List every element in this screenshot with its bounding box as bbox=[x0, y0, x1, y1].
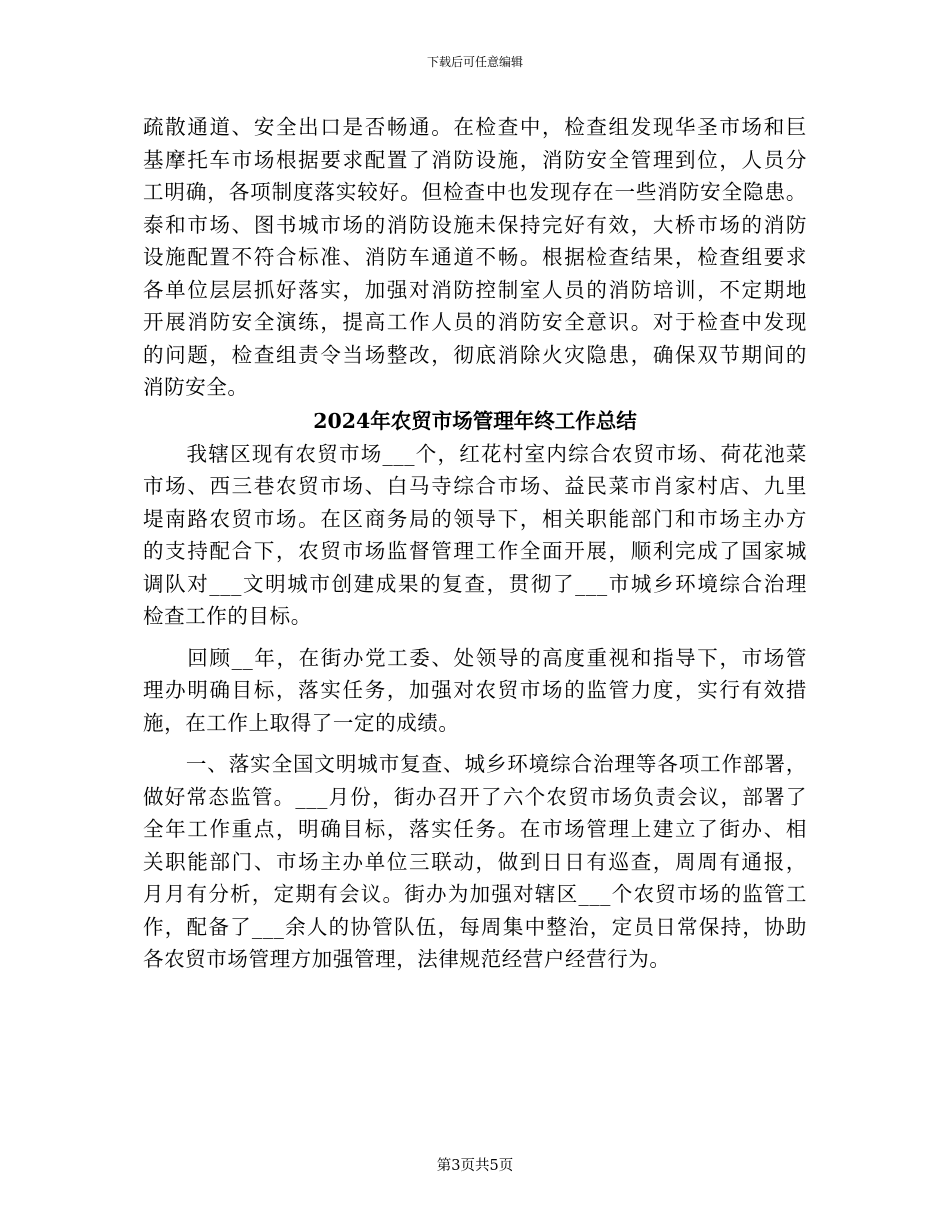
text-line: 回顾__年，在街办党工委、处领导的高度重视和指导下，市场管 bbox=[143, 645, 807, 670]
text-line: 调队对___文明城市创建成果的复查，贯彻了___市城乡环境综合治理 bbox=[143, 571, 807, 596]
text-line: 开展消防安全演练，提高工作人员的消防安全意识。对于检查中发现 bbox=[143, 310, 807, 334]
text-line: 理办明确目标，落实任务，加强对农贸市场的监管力度，实行有效措 bbox=[143, 678, 807, 702]
paragraph-2 bbox=[143, 438, 807, 633]
text-line: 施，在工作上取得了一定的成绩。 bbox=[143, 710, 460, 735]
text-line: 泰和市场、图书城市场的消防设施未保持完好有效，大桥市场的消防 bbox=[143, 212, 807, 237]
document-body bbox=[143, 111, 807, 976]
text-line: 堤南路农贸市场。在区商务局的领导下，相关职能部门和市场主办方 bbox=[143, 506, 807, 531]
text-line: 基摩托车市场根据要求配置了消防设施，消防安全管理到位，人员分 bbox=[143, 147, 807, 172]
paragraph-4 bbox=[143, 748, 807, 976]
text-line: 消防安全。 bbox=[143, 375, 249, 399]
text-line: 做好常态监管。___月份，街办召开了六个农贸市场负责会议，部署了 bbox=[143, 784, 807, 809]
text-line: 疏散通道、安全出口是否畅通。在检查中，检查组发现华圣市场和巨 bbox=[143, 115, 807, 139]
paragraph-1 bbox=[143, 111, 807, 404]
text-line: 月月有分析，定期有会议。街办为加强对辖区___个农贸市场的监管工 bbox=[143, 882, 807, 906]
text-line: 全年工作重点，明确目标，落实任务。在市场管理上建立了街办、相 bbox=[143, 817, 807, 841]
page-header: 下载后可任意编辑 bbox=[426, 55, 523, 69]
text-line: 作，配备了___余人的协管队伍，每周集中整治，定员日常保持，协助 bbox=[143, 914, 807, 939]
text-line: 一、落实全国文明城市复查、城乡环境综合治理等各项工作部署， bbox=[143, 752, 807, 776]
text-line: 我辖区现有农贸市场___个，红花村室内综合农贸市场、荷花池菜 bbox=[143, 441, 807, 466]
text-line: 的问题，检查组责令当场整改，彻底消除火灾隐患，确保双节期间的 bbox=[143, 342, 807, 367]
page-footer: 第3页共5页 bbox=[436, 1158, 514, 1174]
text-line: 各单位层层抓好落实，加强对消防控制室人员的消防培训，不定期地 bbox=[143, 277, 807, 302]
section-title: 2024年农贸市场管理年终工作总结 bbox=[313, 408, 637, 433]
text-line: 设施配置不符合标准、消防车通道不畅。根据检查结果，检查组要求 bbox=[143, 245, 807, 269]
text-line: 市场、西三巷农贸市场、白马寺综合市场、益民菜市肖家村店、九里 bbox=[143, 474, 807, 498]
text-line: 的支持配合下，农贸市场监督管理工作全面开展，顺利完成了国家城 bbox=[143, 539, 807, 563]
text-line: 检查工作的目标。 bbox=[143, 604, 312, 628]
text-line: 关职能部门、市场主办单位三联动，做到日日有巡查，周周有通报， bbox=[143, 849, 807, 874]
text-line: 工明确，各项制度落实较好。但检查中也发现存在一些消防安全隐患。 bbox=[143, 180, 807, 204]
paragraph-3 bbox=[143, 642, 807, 740]
text-line: 各农贸市场管理方加强管理，法律规范经营户经营行为。 bbox=[143, 947, 671, 971]
